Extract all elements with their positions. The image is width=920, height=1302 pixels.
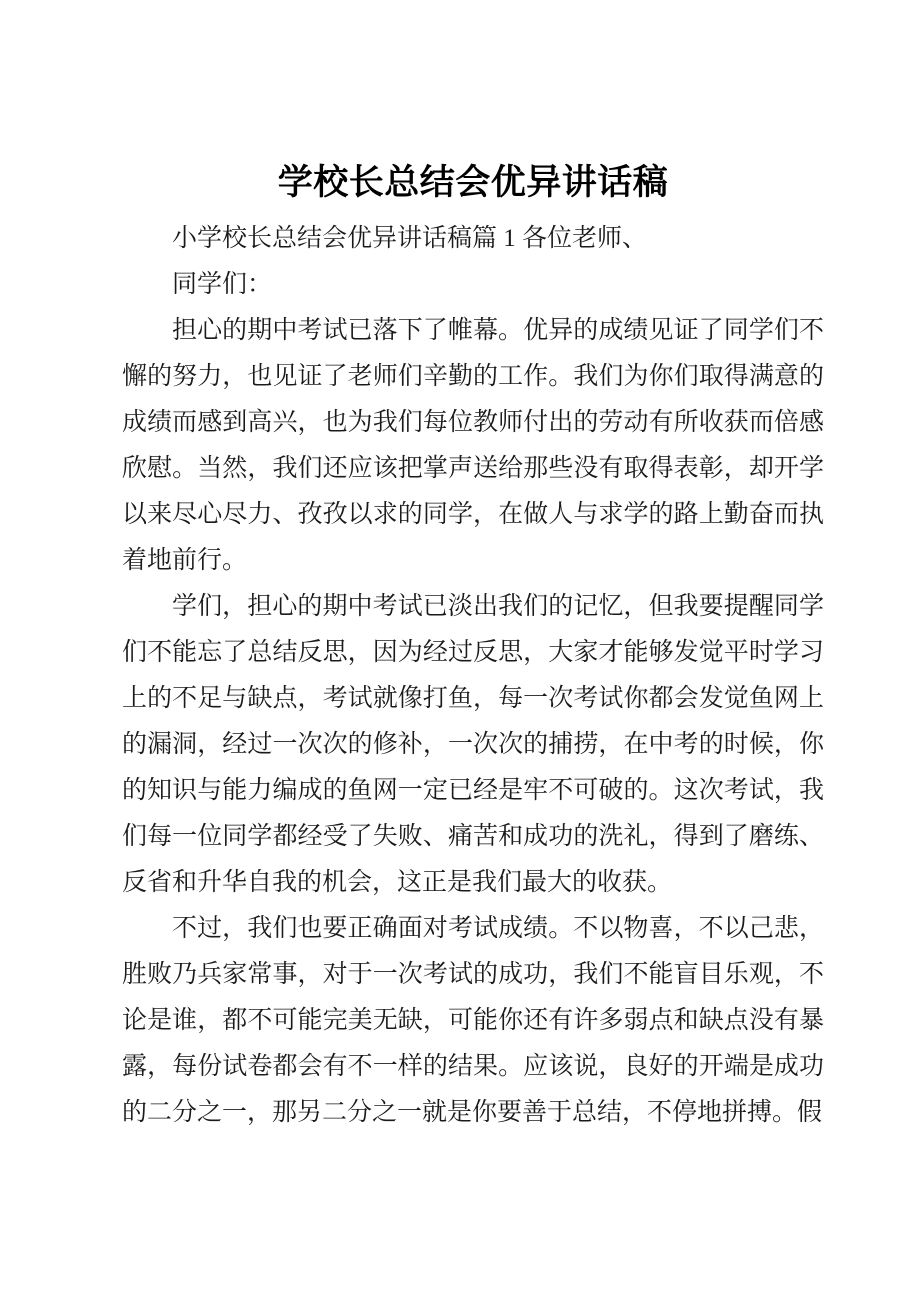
paragraph-body-3: 不过，我们也要正确面对考试成绩。不以物喜，不以己悲，胜败乃兵家常事，对于一次考试的成功，我们不能盲目乐观，不论是谁，都不可能完美无缺，可能你还有许多弱点和缺点没有暴露，每份试卷都会有不一样的结果。应该说，良好的开端是成功的二分之一，那另二分之一就是你要善于总结，不停地拼搏。假 — [122, 915, 824, 1126]
paragraph-body-2: 学们，担心的期中考试已淡出我们的记忆，但我要提醒同学们不能忘了总结反思，因为经过反思，大家才能够发觉平时学习上的不足与缺点，考试就像打鱼，每一次考试你都会发觉鱼网上的漏洞，经过一次次的修补，一次次的捕捞，在中考的时候，你的知识与能力编成的鱼网一定已经是牢不可破的。这次考试，我们每一位同学都经受了失败、痛苦和成功的洗礼，得到了磨练、反省和升华自我的机会，这正是我们最大的收获。 — [122, 593, 824, 896]
paragraph-salutation-students: 同学们： — [172, 271, 273, 298]
paragraph-body-1: 担心的期中考试已落下了帷幕。优异的成绩见证了同学们不懈的努力，也见证了老师们辛勤的工作。我们为你们取得满意的成绩而感到高兴，也为我们每位教师付出的劳动有所收获而倍感欣慰。当然，我们还应该把掌声送给那些没有取得表彰，却开学以来尽心尽力、孜孜以求的同学，在做人与求学的路上勤奋而执着地前行。 — [122, 317, 824, 574]
document-title: 学校长总结会优异讲话稿 — [277, 163, 669, 202]
paragraph-salutation-teachers: 小学校长总结会优异讲话稿篇 1 各位老师、 — [172, 225, 648, 252]
